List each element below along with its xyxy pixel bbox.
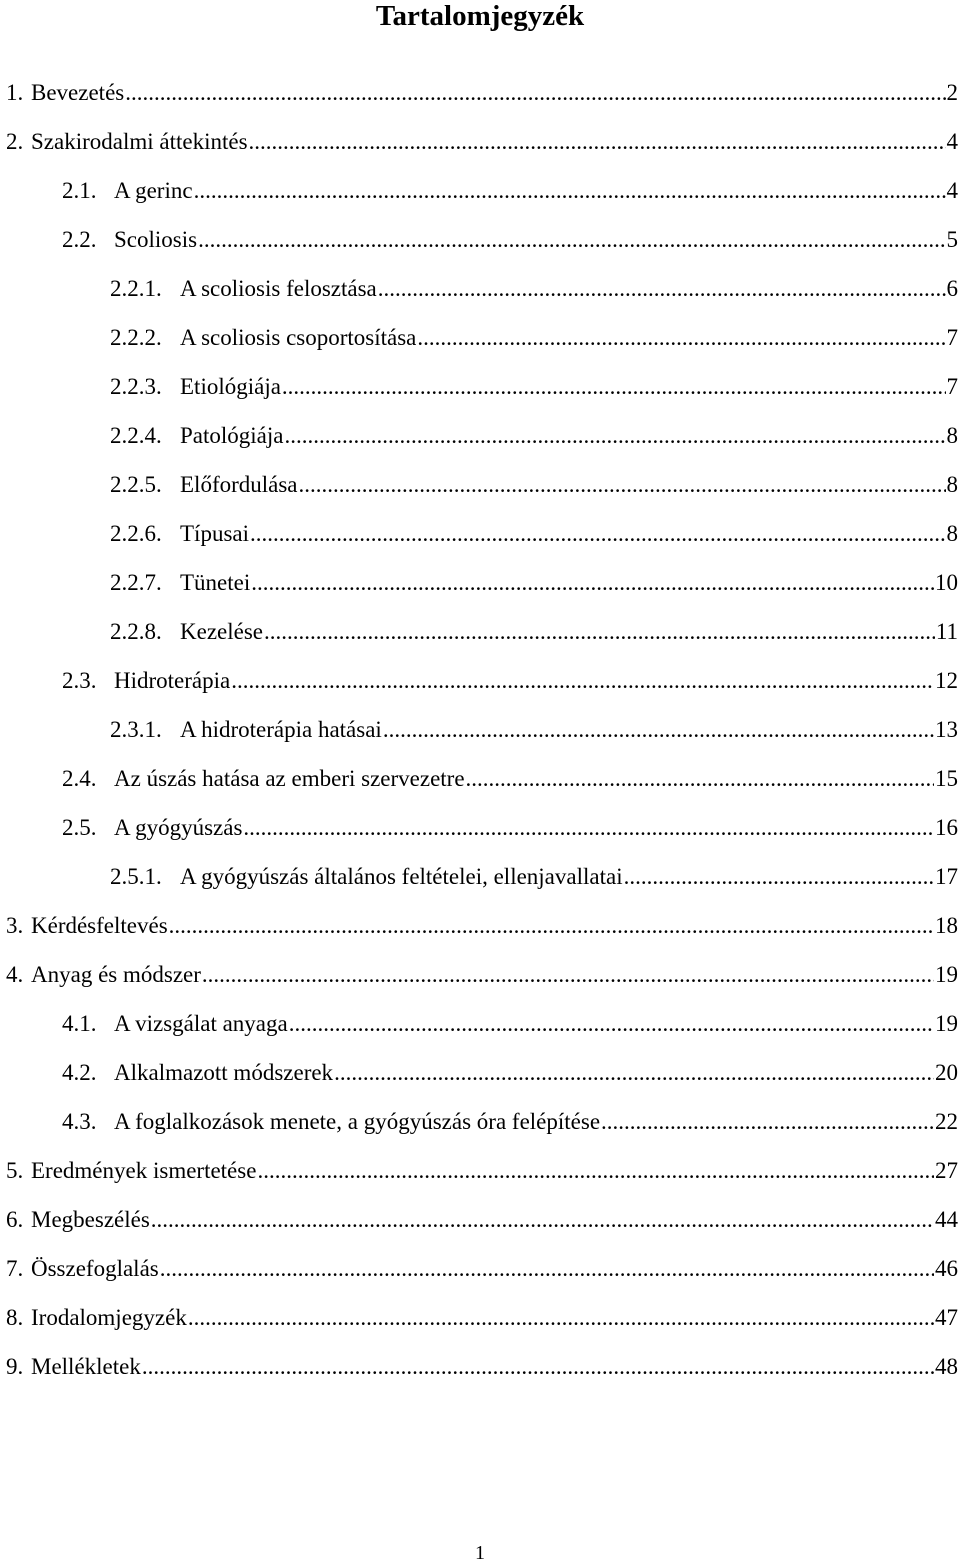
toc-entry[interactable] bbox=[0, 852, 960, 901]
toc-dot-leader bbox=[243, 815, 934, 841]
toc-entry-number: 2.2.6. bbox=[110, 520, 162, 546]
toc-dot-leader bbox=[125, 80, 945, 106]
toc-entry-title: A gyógyúszás bbox=[114, 814, 243, 840]
toc-entry[interactable] bbox=[0, 1293, 960, 1342]
toc-entry-title: Bevezetés bbox=[31, 79, 125, 105]
toc-dot-leader bbox=[264, 619, 935, 645]
toc-dot-leader bbox=[378, 276, 946, 302]
toc-entry[interactable] bbox=[0, 1048, 960, 1097]
toc-entry-number: 4.1. bbox=[62, 1010, 97, 1036]
toc-dot-leader bbox=[334, 1060, 934, 1086]
toc-entry-number: 4.2. bbox=[62, 1059, 97, 1085]
toc-entry-title: Hidroterápia bbox=[114, 667, 231, 693]
toc-dot-leader bbox=[169, 913, 934, 939]
toc-entry-title: Eredmények ismertetése bbox=[31, 1157, 257, 1183]
toc-entry[interactable] bbox=[0, 950, 960, 999]
toc-entry-number: 2.2.3. bbox=[110, 373, 162, 399]
toc-entry-page: 16 bbox=[935, 814, 958, 840]
toc-entry-number: 4.3. bbox=[62, 1108, 97, 1134]
toc-entry-title: Etiológiája bbox=[180, 373, 281, 399]
toc-entry-page: 10 bbox=[935, 569, 958, 595]
toc-entry-page: 17 bbox=[935, 863, 958, 889]
toc-dot-leader bbox=[249, 129, 946, 155]
toc-entry[interactable] bbox=[0, 509, 960, 558]
toc-entry[interactable] bbox=[0, 166, 960, 215]
toc-entry[interactable] bbox=[0, 1342, 960, 1391]
toc-entry-page: 13 bbox=[935, 716, 958, 742]
toc-entry-title: A gerinc bbox=[114, 177, 193, 203]
toc-entry-page: 19 bbox=[935, 1010, 958, 1036]
toc-entry-page: 48 bbox=[935, 1353, 958, 1379]
toc-entry-title: Irodalomjegyzék bbox=[31, 1304, 187, 1330]
toc-dot-leader bbox=[142, 1354, 934, 1380]
toc-entry-title: Típusai bbox=[180, 520, 249, 546]
toc-entry-number: 2.2. bbox=[62, 226, 97, 252]
toc-dot-leader bbox=[188, 1305, 934, 1331]
toc-dot-leader bbox=[194, 178, 946, 204]
toc-entry[interactable] bbox=[0, 1244, 960, 1293]
toc-dot-leader bbox=[250, 521, 946, 547]
toc-entry-number: 2. bbox=[6, 128, 24, 154]
toc-entry-title: Összefoglalás bbox=[31, 1255, 159, 1281]
toc-entry-title: A foglalkozások menete, a gyógyúszás óra felépítése bbox=[114, 1108, 601, 1134]
toc-entry-page: 19 bbox=[935, 961, 958, 987]
toc-entry-page: 20 bbox=[935, 1059, 958, 1085]
toc-dot-leader bbox=[284, 423, 945, 449]
toc-entry-number: 2.2.5. bbox=[110, 471, 162, 497]
toc-entry[interactable] bbox=[0, 558, 960, 607]
toc-entry-page: 2 bbox=[946, 79, 958, 105]
toc-entry-number: 2.2.2. bbox=[110, 324, 162, 350]
toc-entry[interactable] bbox=[0, 215, 960, 264]
toc-entry-number: 2.2.7. bbox=[110, 569, 162, 595]
toc-dot-leader bbox=[289, 1011, 934, 1037]
toc-dot-leader bbox=[251, 570, 934, 596]
toc-entry-number: 7. bbox=[6, 1255, 24, 1281]
toc-entry-title: Előfordulása bbox=[180, 471, 298, 497]
toc-entry-title: Patológiája bbox=[180, 422, 284, 448]
toc-entry-title: Anyag és módszer bbox=[31, 961, 201, 987]
page-number: 1 bbox=[475, 1542, 485, 1564]
toc-entry-page: 47 bbox=[935, 1304, 958, 1330]
toc-entry-title: Szakirodalmi áttekintés bbox=[31, 128, 248, 154]
toc-dot-leader bbox=[601, 1109, 934, 1135]
toc-dot-leader bbox=[231, 668, 934, 694]
toc-dot-leader bbox=[202, 962, 934, 988]
toc-dot-leader bbox=[624, 864, 934, 890]
toc-entry-title: Kérdésfeltevés bbox=[31, 912, 168, 938]
toc-entry-number: 5. bbox=[6, 1157, 24, 1183]
toc-entry[interactable] bbox=[0, 1195, 960, 1244]
toc-entry[interactable] bbox=[0, 803, 960, 852]
toc-dot-leader bbox=[417, 325, 945, 351]
toc-entry-page: 46 bbox=[935, 1255, 958, 1281]
toc-entry-number: 2.3. bbox=[62, 667, 97, 693]
toc-entry-title: A scoliosis csoportosítása bbox=[180, 324, 417, 350]
toc-entry-title: Mellékletek bbox=[31, 1353, 141, 1379]
toc-entry[interactable] bbox=[0, 754, 960, 803]
toc-entry-page: 15 bbox=[935, 765, 958, 791]
toc-entry-page: 8 bbox=[946, 422, 958, 448]
toc-entry[interactable] bbox=[0, 999, 960, 1048]
toc-entry-title: Scoliosis bbox=[114, 226, 198, 252]
toc-entry[interactable] bbox=[0, 117, 960, 166]
toc-entry-page: 5 bbox=[946, 226, 958, 252]
toc-entry[interactable] bbox=[0, 68, 960, 117]
toc-entry[interactable] bbox=[0, 313, 960, 362]
toc-entry[interactable] bbox=[0, 607, 960, 656]
toc-entry[interactable] bbox=[0, 705, 960, 754]
toc-entry-page: 4 bbox=[946, 128, 958, 154]
toc-entry-number: 9. bbox=[6, 1353, 24, 1379]
toc-entry-title: A scoliosis felosztása bbox=[180, 275, 377, 301]
toc-entry-number: 2.2.1. bbox=[110, 275, 162, 301]
toc-entry-number: 2.2.8. bbox=[110, 618, 162, 644]
toc-entry-page: 11 bbox=[935, 618, 958, 644]
toc-entry-page: 44 bbox=[935, 1206, 958, 1232]
toc-entry-page: 7 bbox=[946, 373, 958, 399]
toc-entry-page: 22 bbox=[935, 1108, 958, 1134]
toc-entry[interactable] bbox=[0, 1146, 960, 1195]
toc-entry-title: Tünetei bbox=[180, 569, 251, 595]
toc-entry-title: A hidroterápia hatásai bbox=[180, 716, 382, 742]
toc-entry-number: 6. bbox=[6, 1206, 24, 1232]
toc-entry-number: 2.3.1. bbox=[110, 716, 162, 742]
toc-entry-number: 8. bbox=[6, 1304, 24, 1330]
toc-dot-leader bbox=[160, 1256, 934, 1282]
toc-entry-number: 3. bbox=[6, 912, 24, 938]
toc-dot-leader bbox=[198, 227, 945, 253]
toc-dot-leader bbox=[466, 766, 934, 792]
toc-entry[interactable] bbox=[0, 1097, 960, 1146]
toc-dot-leader bbox=[282, 374, 946, 400]
toc-entry-page: 6 bbox=[946, 275, 958, 301]
toc-entry-number: 2.4. bbox=[62, 765, 97, 791]
toc-entry-number: 2.5.1. bbox=[110, 863, 162, 889]
toc-dot-leader bbox=[383, 717, 934, 743]
toc-entry-number: 4. bbox=[6, 961, 24, 987]
toc-entry[interactable] bbox=[0, 411, 960, 460]
toc-entry-page: 18 bbox=[935, 912, 958, 938]
toc-entry-page: 7 bbox=[946, 324, 958, 350]
toc-entry-title: Alkalmazott módszerek bbox=[114, 1059, 334, 1085]
toc-entry[interactable] bbox=[0, 362, 960, 411]
toc-entry-number: 2.2.4. bbox=[110, 422, 162, 448]
toc-entry[interactable] bbox=[0, 460, 960, 509]
toc-dot-leader bbox=[299, 472, 946, 498]
table-of-contents bbox=[0, 68, 960, 1391]
toc-entry-page: 8 bbox=[946, 520, 958, 546]
toc-entry[interactable] bbox=[0, 656, 960, 705]
page-title: Tartalomjegyzék bbox=[375, 0, 585, 32]
toc-entry-page: 8 bbox=[946, 471, 958, 497]
toc-entry-page: 27 bbox=[935, 1157, 958, 1183]
toc-entry-page: 4 bbox=[946, 177, 958, 203]
toc-entry-number: 2.1. bbox=[62, 177, 97, 203]
toc-dot-leader bbox=[151, 1207, 934, 1233]
toc-entry-title: Az úszás hatása az emberi szervezetre bbox=[114, 765, 465, 791]
toc-entry-title: A gyógyúszás általános feltételei, ellenjavallatai bbox=[180, 863, 623, 889]
toc-dot-leader bbox=[257, 1158, 934, 1184]
toc-entry-title: Kezelése bbox=[180, 618, 263, 644]
toc-entry-page: 12 bbox=[935, 667, 958, 693]
toc-entry-number: 1. bbox=[6, 79, 24, 105]
toc-entry[interactable] bbox=[0, 901, 960, 950]
toc-entry-title: A vizsgálat anyaga bbox=[114, 1010, 288, 1036]
toc-entry-number: 2.5. bbox=[62, 814, 97, 840]
toc-entry-title: Megbeszélés bbox=[31, 1206, 150, 1232]
toc-entry[interactable] bbox=[0, 264, 960, 313]
